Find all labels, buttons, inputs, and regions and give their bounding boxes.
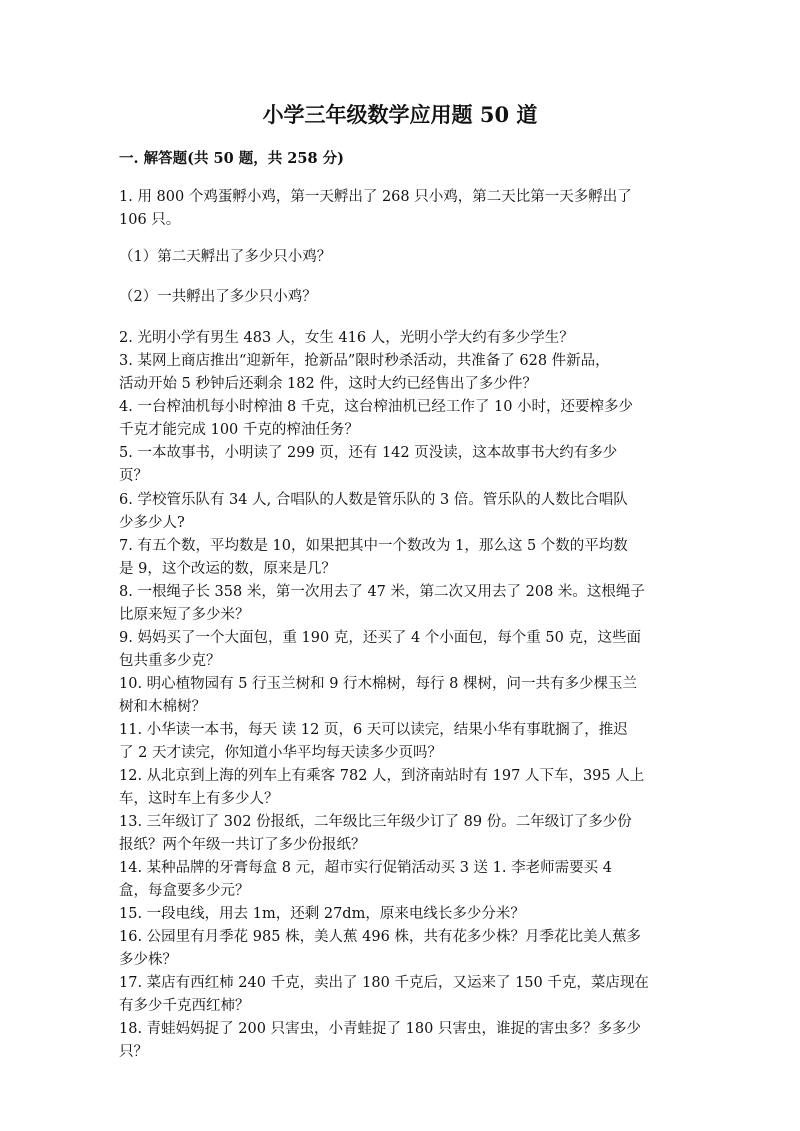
question-14-line-2: 盒，每盒要多少元？	[119, 883, 250, 899]
question-12-line-2: 车，这时车上有多少人？	[119, 791, 279, 807]
question-8-line-1: 8. 一根绳子长 358 米，第一次用去了 47 米，第二次又用去了 208 米。这根绳子	[119, 584, 645, 600]
question-13-line-2: 报纸？两个年级一共订了多少份报纸？	[119, 837, 366, 853]
question-11-line-1: 11. 小华读一本书，每天 读 12 页，6 天可以读完，结果小华有事耽搁了，推迟	[119, 722, 628, 738]
question-3-line-2: 活动开始 5 秒钟后还剩余 182 件，这时大约已经售出了多少件？	[119, 376, 537, 392]
question-5-line-1: 5. 一本故事书，小明读了 299 页，还有 142 页没读，这本故事书大约有多少	[119, 445, 618, 461]
question-17-line-1: 17. 菜店有西红柿 240 千克，卖出了 180 千克后，又运来了 150 千克，菜店现在	[119, 975, 649, 991]
section-heading: 一. 解答题(共 50 题，共 258 分)	[119, 150, 344, 167]
document-title: 小学三年级数学应用题 50 道	[262, 102, 538, 127]
question-6-line-1: 6. 学校管乐队有 34 人, 合唱队的人数是管乐队的 3 倍。管乐队的人数比合唱队	[119, 492, 628, 508]
question-18-line-2: 只？	[119, 1044, 148, 1060]
question-17-line-2: 有多少千克西红柿？	[119, 998, 250, 1014]
question-1-sub-1: （1）第二天孵出了多少只小鸡？	[119, 249, 332, 265]
question-15-line-1: 15. 一段电线，用去 1m，还剩 27dm，原来电线长多少分米？	[119, 906, 525, 922]
question-1-line-1: 1. 用 800 个鸡蛋孵小鸡，第一天孵出了 268 只小鸡，第二天比第一天多孵出了	[119, 189, 632, 205]
question-5-line-2: 页？	[119, 468, 148, 484]
question-9-line-1: 9. 妈妈买了一个大面包，重 190 克，还买了 4 个小面包，每个重 50 克，这些面	[119, 630, 641, 646]
question-1-sub-2: （2）一共孵出了多少只小鸡？	[119, 289, 317, 305]
question-13-line-1: 13. 三年级订了 302 份报纸，二年级比三年级少订了 89 份。二年级订了多少份	[119, 814, 632, 830]
question-14-line-1: 14. 某种品牌的牙膏每盒 8 元，超市实行促销活动买 3 送 1. 李老师需要买 4	[119, 860, 612, 876]
question-12-line-1: 12. 从北京到上海的列车上有乘客 782 人，到济南站时有 197 人下车，395 人上	[119, 768, 645, 784]
question-10-line-1: 10. 明心植物园有 5 行玉兰树和 9 行木棉树，每行 8 棵树，问一共有多少棵玉兰	[119, 676, 637, 692]
question-1-line-2: 106 只。	[119, 212, 181, 228]
question-6-line-2: 少多少人?	[119, 515, 185, 531]
question-11-line-2: 了 2 天才读完，你知道小华平均每天读多少页吗？	[119, 745, 442, 761]
question-10-line-2: 树和木棉树？	[119, 699, 206, 715]
question-18-line-1: 18. 青蛙妈妈捉了 200 只害虫，小青蛙捉了 180 只害虫，谁捉的害虫多？多多少	[119, 1021, 641, 1037]
question-8-line-2: 比原来短了多少米？	[119, 607, 250, 623]
question-4-line-2: 千克才能完成 100 千克的榨油任务？	[119, 422, 359, 438]
question-9-line-2: 包共重多少克？	[119, 653, 221, 669]
question-7-line-1: 7. 有五个数，平均数是 10，如果把其中一个数改为 1，那么这 5 个数的平均数	[119, 538, 628, 554]
question-7-line-2: 是 9，这个改运的数，原来是几？	[119, 561, 336, 577]
question-3-line-1: 3. 某网上商店推出“迎新年，抢新品”限时秒杀活动，共准备了 628 件新品，	[119, 353, 610, 369]
question-16-line-1: 16. 公园里有月季花 985 株，美人蕉 496 株，共有花多少株？月季花比美人蕉多	[119, 929, 641, 945]
question-16-line-2: 多少株？	[119, 952, 177, 968]
question-4-line-1: 4. 一台榨油机每小时榨油 8 千克，这台榨油机已经工作了 10 小时，还要榨多少	[119, 399, 634, 415]
question-2-line-1: 2. 光明小学有男生 483 人，女生 416 人，光明小学大约有多少学生？	[119, 330, 574, 346]
